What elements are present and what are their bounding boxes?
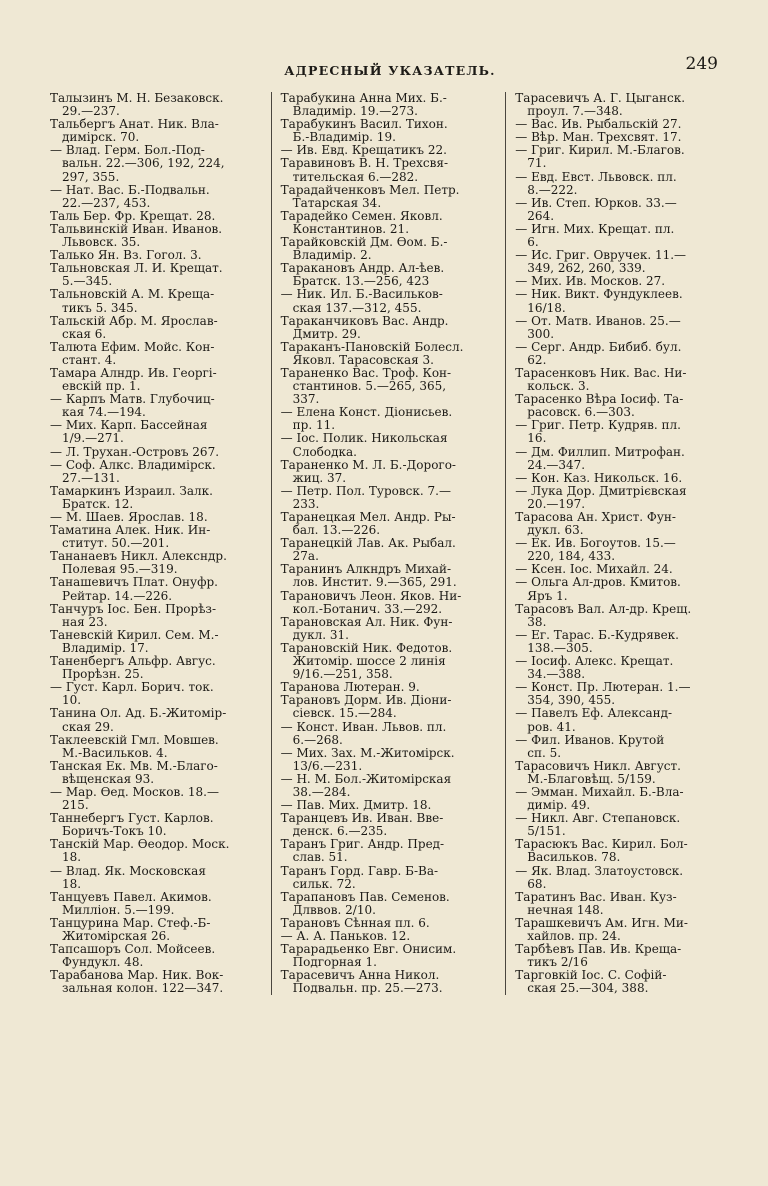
directory-entry: — Серг. Андр. Бибиб. бул. 62.	[515, 339, 682, 367]
directory-entry: — Ег. Тарас. Б.-Кудрявек. 138.—305.	[515, 627, 679, 655]
directory-entry: — Ксен. Іос. Михайл. 24.	[515, 562, 673, 577]
directory-entry: — Конст. Пр. Лютеран. 1.— 354, 390, 455.	[515, 680, 691, 708]
directory-entry: Таранцевъ Ив. Иван. Вве- денск. 6.—235.	[280, 811, 444, 839]
directory-entry: — Мих. Зах. М.-Житомірск. 13/6.—231.	[280, 745, 455, 773]
directory-entry: Таклеевскій Гмл. Мовшев. М.-Васильков. 4.	[50, 732, 219, 760]
directory-entry: Тараненко М. Л. Б.-Дорого- жиц. 37.	[280, 457, 456, 485]
directory-entry: Таранецкій Лав. Ак. Рыбал. 27а.	[280, 536, 456, 564]
directory-entry: — Григ. Петр. Кудряв. пл. 16.	[515, 418, 681, 446]
directory-entry: Танцурина Мар. Стеф.-Б- Житомірская 26.	[50, 915, 211, 943]
directory-entry: Танашевичъ Плат. Онуфр. Рейтар. 14.—226.	[50, 575, 218, 603]
directory-entry: — Нат. Вас. Б.-Подвальн. 22.—237, 453.	[50, 182, 210, 210]
directory-entry: Талько Ян. Вз. Гогол. 3.	[50, 248, 202, 263]
directory-entry: — Дм. Филлип. Митрофан. 24.—347.	[515, 444, 685, 472]
directory-entry: Тамаркинъ Израил. Залк. Братск. 12.	[50, 483, 213, 511]
directory-entry: Тарановъ Сѣнная пл. 6.	[280, 915, 430, 930]
directory-entry: Тарасенко Вѣра Іосиф. Та- расовск. 6.—303.	[515, 392, 684, 420]
directory-entry: — Н. М. Бол.-Житомірская 38.—284.	[280, 771, 452, 799]
directory-entry: — Ив. Евд. Крещатикъ 22.	[280, 143, 447, 158]
directory-entry: Тарабукинъ Васил. Тихон. Б.-Владимір. 19.	[280, 117, 448, 145]
directory-entry: — Эмман. Михайл. Б.-Вла- димір. 49.	[515, 784, 684, 813]
directory-entry: — Петр. Пол. Туровск. 7.— 233.	[280, 483, 451, 511]
directory-entry: — Фил. Иванов. Крутой сп. 5.	[515, 732, 665, 760]
directory-entry: Танская Ек. Мв. М.-Благо- вѣщенская 93.	[50, 758, 218, 786]
directory-entry: Тараканъ-Пановскій Болесл. Яковл. Тарасовская 3.	[280, 339, 464, 367]
column-2	[271, 92, 506, 995]
directory-entry: — Іос. Полик. Никольская Слободка.	[280, 431, 448, 459]
directory-entry: — Вѣр. Ман. Трехсвят. 17.	[515, 130, 682, 145]
directory-entry: Тарасевичъ А. Г. Цыганск. проул. 7.—348.	[515, 91, 686, 119]
directory-entry: Тальбергъ Анат. Ник. Вла- димірск. 70.	[50, 117, 219, 145]
directory-entry: — Влад. Герм. Бол.-Под- вальн. 22.—306, 192, 224, 297, 355.	[50, 143, 225, 184]
directory-entry: Таранъ Григ. Андр. Пред- слав. 51.	[280, 837, 445, 865]
directory-entry: Тананаевъ Никл. Алексндр. Полевая 95.—319.	[50, 549, 227, 577]
directory-entry: — Конст. Иван. Львов. пл. 6.—268.	[280, 719, 447, 747]
page-title: АДРЕСНЫЙ УКАЗАТЕЛЬ.	[284, 63, 496, 78]
directory-entry: Танина Ол. Ад. Б.-Житомір- ская 29.	[50, 706, 227, 734]
directory-entry: Тарановъ Дорм. Ив. Діони- сіевск. 15.—284.	[280, 693, 452, 721]
directory-entry: Танцуевъ Павел. Акимов. Милліон. 5.—199.	[50, 889, 212, 917]
directory-entry: Тарасенковъ Ник. Вас. Ни- кольск. 3.	[515, 365, 687, 394]
directory-entry: — Ис. Григ. Овручек. 11.— 349, 262, 260, 339.	[515, 248, 687, 276]
directory-entry: — Григ. Кирил. М.-Благов. 71.	[515, 143, 685, 171]
directory-entry: Талызинъ М. Н. Безаковск. 29.—237.	[50, 91, 224, 119]
directory-entry: — Карпъ Матв. Глубочиц- кая 74.—194.	[50, 392, 215, 420]
directory-entry: Таматина Алек. Ник. Ин- ститут. 50.—201.	[50, 523, 211, 551]
directory-entry: — Соф. Алкс. Владимірск. 27.—131.	[50, 457, 216, 485]
directory-entry: — Л. Трухан.-Островъ 267.	[50, 444, 220, 459]
directory-entry: — Павелъ Еф. Александ- ров. 41.	[515, 706, 673, 734]
directory-entry: Тарасовичъ Никл. Август. М.-Благовѣщ. 5/159.	[515, 758, 681, 786]
directory-entry: Тарасова Ан. Христ. Фун- дукл. 63.	[515, 510, 676, 538]
directory-entry: Таневскій Кирил. Сем. М.- Владимір. 17.	[50, 627, 219, 655]
directory-entry: Тарайковскій Дм. Өом. Б.- Владимір. 2.	[280, 235, 448, 263]
directory-entry: — А. А. Паньков. 12.	[280, 929, 411, 943]
directory-entry: Таравиновъ В. Н. Трехсвя- тительская 6.—282.	[280, 156, 449, 184]
directory-entry: Тарановскій Ник. Федотов. Житомір. шоссе 2 линія 9/16.—251, 358.	[280, 640, 453, 682]
directory-entry: Танскій Мар. Өеодор. Моск. 18.	[50, 837, 230, 865]
directory-entry: Тарадейко Семен. Яковл. Константинов. 21.	[280, 208, 443, 236]
directory-entry: Таранова Лютеран. 9.	[280, 680, 420, 695]
directory-entry: — Іосиф. Алекс. Крещат. 34.—388.	[515, 654, 674, 682]
column-1	[50, 92, 271, 995]
column-3	[505, 92, 730, 995]
directory-entry: Тарбѣевъ Пав. Ив. Креща- тикъ 2/16	[515, 942, 682, 970]
directory-entry: — Вас. Ив. Рыбальскій 27.	[515, 117, 682, 132]
directory-entry: Тапсашоръ Сол. Мойсеев. Фундукл. 48.	[50, 942, 216, 970]
directory-entry: Тарадайченковъ Мел. Петр. Татарская 34.	[280, 182, 460, 210]
directory-entry: — От. Матв. Иванов. 25.— 300.	[515, 313, 681, 341]
directory-entry: — М. Шаев. Ярослав. 18.	[50, 510, 208, 524]
directory-entry: Тарабанова Мар. Ник. Вок- зальная колон. 122—347.	[50, 968, 224, 996]
directory-entry: Тарасовъ Вал. Ал-др. Крещ. 38.	[515, 601, 692, 629]
directory-entry: Таранинъ Алкндръ Михай- лов. Инстит. 9.—365, 291.	[280, 562, 457, 590]
directory-entry: Тараканчиковъ Вас. Андр. Дмитр. 29.	[280, 313, 449, 341]
directory-entry: Тальновскій А. М. Креща- тикъ 5. 345.	[50, 287, 215, 315]
columns	[50, 92, 730, 995]
directory-entry: Талюта Ефим. Мойс. Кон- стант. 4.	[50, 339, 215, 367]
directory-entry: — Елена Конст. Діонисьев. пр. 11.	[280, 405, 453, 433]
directory-entry: — Влад. Як. Московская 18.	[50, 863, 206, 891]
directory-entry: — Як. Влад. Златоустовск. 68.	[515, 863, 684, 891]
directory-entry: Таранецкая Мел. Андр. Ры- бал. 13.—226.	[280, 510, 456, 538]
page-header	[50, 52, 730, 82]
directory-entry: — Ольга Ал-дров. Кмитов. Яръ 1.	[515, 575, 681, 603]
directory-entry: Тарановская Ал. Ник. Фун- дукл. 31.	[280, 614, 453, 642]
directory-entry: Тамара Алндр. Ив. Георгі- евскій пр. 1.	[50, 365, 217, 394]
directory-entry: — Мар. Өед. Москов. 18.— 215.	[50, 784, 219, 813]
directory-entry: Таракановъ Андр. Ал-ѣев. Братск. 13.—256, 423	[280, 261, 445, 289]
directory-entry: Тарговкій Іос. С. Софій- ская 25.—304, 388.	[515, 968, 667, 996]
directory-entry: — Ник. Ил. Б.-Васильков- ская 137.—312, 455.	[280, 287, 443, 315]
directory-entry: Таненбергъ Альфр. Авгус. Прорѣзн. 25.	[50, 654, 216, 682]
directory-entry: Тальновская Л. И. Крещат. 5.—345.	[50, 261, 223, 289]
directory-entry: Тарабукина Анна Мих. Б.- Владимір. 19.—273.	[280, 91, 447, 119]
directory-entry: — Игн. Мих. Крещат. пл. 6.	[515, 221, 675, 250]
directory-entry: — Кон. Каз. Никольск. 16.	[515, 470, 683, 485]
directory-entry: Тарасевичъ Анна Никол. Подвальн. пр. 25.—273.	[280, 968, 443, 996]
directory-entry: Тараненко Вас. Троф. Кон- стантинов. 5.—265, 365, 337.	[280, 365, 452, 407]
directory-entry: — Ек. Ив. Богоутов. 15.— 220, 184, 433.	[515, 536, 676, 564]
directory-entry: Тарашкевичъ Ам. Игн. Ми- хайлов. пр. 24.	[515, 915, 688, 943]
directory-entry: Танчуръ Іос. Бен. Прорѣз- ная 23.	[50, 601, 217, 629]
page-number: 249	[685, 54, 718, 74]
directory-entry: — Мих. Ив. Москов. 27.	[515, 274, 666, 289]
directory-entry: — Пав. Мих. Дмитр. 18.	[280, 798, 432, 813]
directory-entry: Тарапановъ Пав. Семенов. Длввов. 2/10.	[280, 889, 450, 917]
directory-entry: Тарарадьенко Евг. Онисим. Подгорная 1.	[280, 942, 457, 970]
directory-entry: Таль Бер. Фр. Крещат. 28.	[50, 208, 216, 223]
directory-entry: Тарасюкъ Вас. Кирил. Бол- Васильков. 78.	[515, 837, 688, 865]
directory-entry: Таратинъ Вас. Иван. Куз- нечная 148.	[515, 889, 677, 917]
directory-entry: Таннебергъ Густ. Карлов. Боричъ-Токъ 10.	[50, 811, 214, 839]
directory-entry: Таранъ Горд. Гавр. Б-Ва- сильк. 72.	[280, 863, 439, 891]
directory-entry: — Лука Дор. Дмитрієвская 20.—197.	[515, 483, 687, 511]
directory-entry: — Ник. Викт. Фундуклеев. 16/18.	[515, 287, 683, 315]
directory-entry: Тальскій Абр. М. Ярослав- ская 6.	[50, 313, 218, 341]
directory-entry: — Густ. Карл. Борич. ток. 10.	[50, 680, 214, 708]
directory-entry: — Никл. Авг. Степановск. 5/151.	[515, 811, 681, 839]
directory-entry: — Евд. Евст. Львовск. пл. 8.—222.	[515, 169, 677, 197]
directory-entry: — Мих. Карп. Бассейная 1/9.—271.	[50, 418, 208, 446]
directory-entry: — Ив. Степ. Юрков. 33.— 264.	[515, 195, 677, 223]
directory-entry: Тальвинскій Иван. Иванов. Львовск. 35.	[50, 221, 223, 250]
directory-entry: Тарановичъ Леон. Яков. Ни- кол.-Ботанич. 33.—292.	[280, 588, 462, 616]
